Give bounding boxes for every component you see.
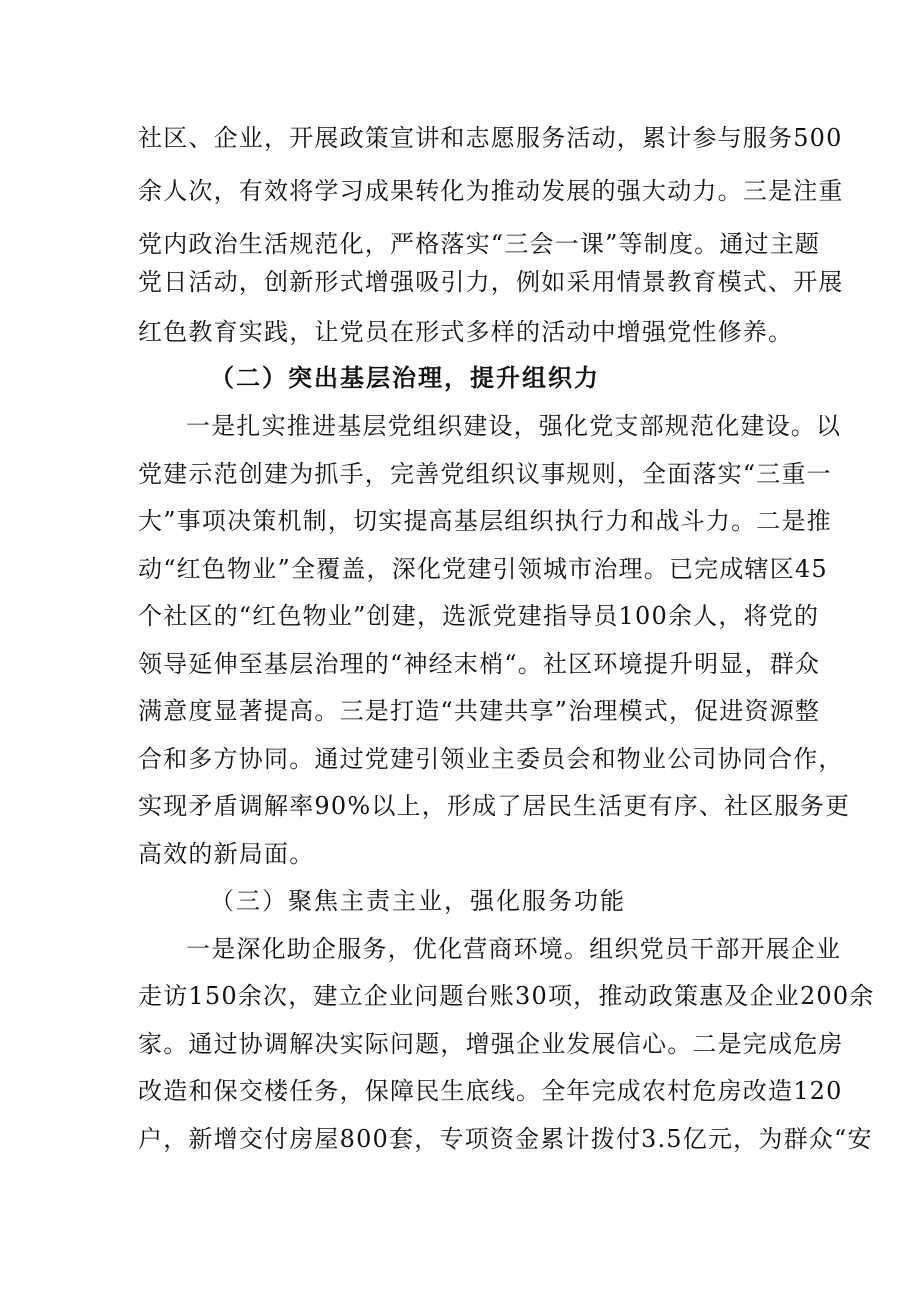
paragraph-2-line-8: 合和多方协同。通过党建引领业主委员会和物业公司协同合作，: [138, 745, 844, 773]
paragraph-1-line-2: 余人次，有效将学习成果转化为推动发展的强大动力。三是注重: [138, 177, 844, 205]
paragraph-2-line-5: 个社区的“红色物业”创建，选派党建指导员100余人，将党的: [138, 602, 820, 630]
paragraph-2-line-3: 大”事项决策机制，切实提高基层组织执行力和战斗力。二是推: [138, 507, 832, 535]
paragraph-2-line-9: 实现矛盾调解率90%以上，形成了居民生活更有序、社区服务更: [138, 792, 851, 820]
paragraph-2-line-1: 一是扎实推进基层党组织建设，强化党支部规范化建设。以: [186, 412, 842, 440]
paragraph-2-line-10: 高效的新局面。: [138, 840, 315, 868]
section-heading-2: （二）突出基层治理，提升组织力: [210, 363, 600, 392]
paragraph-2-line-7: 满意度显著提高。三是打造“共建共享”治理模式，促进资源整: [138, 697, 821, 725]
paragraph-1-line-5: 红色教育实践，让党员在形式多样的活动中增强党性修养。: [138, 318, 794, 346]
paragraph-3-line-5: 户，新增交付房屋800套，专项资金累计拨付3.5亿元，为群众“安: [138, 1125, 873, 1153]
paragraph-2-line-6: 领导延伸至基层治理的“神经末梢“。社区环境提升明显，群众: [138, 650, 821, 678]
section-heading-3: （三）聚焦主责主业，强化服务功能: [210, 887, 626, 915]
paragraph-2-line-2: 党建示范创建为抓手，完善党组织议事规则，全面落实“三重一: [138, 460, 832, 488]
paragraph-1-line-4: 党日活动，创新形式增强吸引力，例如采用情景教育模式、开展: [138, 268, 844, 296]
paragraph-3-line-4: 改造和保交楼任务，保障民生底线。全年完成农村危房改造120: [138, 1077, 843, 1105]
paragraph-1-line-3: 党内政治生活规范化，严格落实“三会一课”等制度。通过主题: [138, 230, 821, 258]
paragraph-3-line-2: 走访150余次，建立企业问题台账30项，推动政策惠及企业200余: [138, 982, 875, 1010]
paragraph-1-line-1: 社区、企业，开展政策宣讲和志愿服务活动，累计参与服务500: [138, 124, 843, 152]
paragraph-2-line-4: 动“红色物业”全覆盖，深化党建引领城市治理。已完成辖区45: [138, 555, 828, 583]
paragraph-3-line-1: 一是深化助企服务，优化营商环境。组织党员干部开展企业: [186, 935, 842, 963]
paragraph-3-line-3: 家。通过协调解决实际问题，增强企业发展信心。二是完成危房: [138, 1030, 844, 1058]
